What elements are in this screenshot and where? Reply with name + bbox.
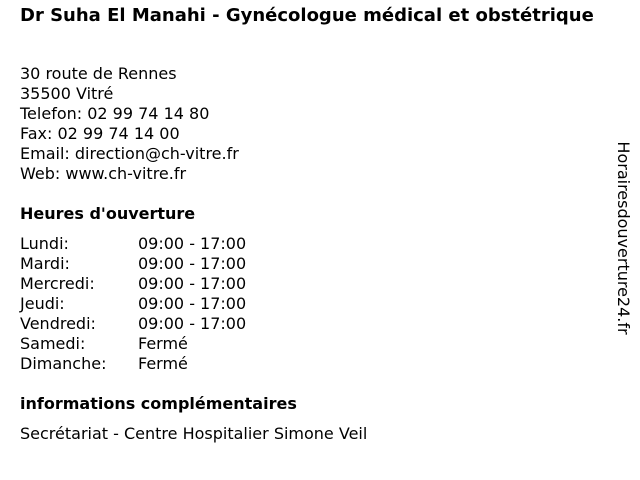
hours-value: 09:00 - 17:00 <box>138 294 247 313</box>
contact-block <box>20 64 239 184</box>
day-label: Jeudi: <box>20 294 65 313</box>
page-title: Dr Suha El Manahi - Gynécologue médical et obstétrique <box>20 5 594 26</box>
info-text: Secrétariat - Centre Hospitalier Simone Veil <box>20 424 368 443</box>
day-label: Mardi: <box>20 254 70 273</box>
day-label: Vendredi: <box>20 314 96 333</box>
hours-row <box>20 354 246 374</box>
hours-value: 09:00 - 17:00 <box>138 274 247 293</box>
hours-value: Fermé <box>138 334 188 353</box>
info-heading: informations complémentaires <box>20 394 297 413</box>
hours-row <box>20 254 246 274</box>
hours-value: 09:00 - 17:00 <box>138 254 247 273</box>
website: Web: www.ch-vitre.fr <box>20 164 187 183</box>
opening-hours-table <box>20 234 246 374</box>
hours-row <box>20 274 246 294</box>
phone-number: Telefon: 02 99 74 14 80 <box>20 104 210 123</box>
hours-row <box>20 314 246 334</box>
hours-value: Fermé <box>138 354 188 373</box>
day-label: Lundi: <box>20 234 69 253</box>
city-postcode: 35500 Vitré <box>20 84 114 103</box>
site-watermark: Horairesdouverture24.fr <box>614 141 633 335</box>
day-label: Mercredi: <box>20 274 95 293</box>
fax-number: Fax: 02 99 74 14 00 <box>20 124 180 143</box>
email-address: Email: direction@ch-vitre.fr <box>20 144 239 163</box>
hours-value: 09:00 - 17:00 <box>138 234 247 253</box>
hours-row <box>20 234 246 254</box>
day-label: Samedi: <box>20 334 86 353</box>
hours-value: 09:00 - 17:00 <box>138 314 247 333</box>
hours-row <box>20 334 246 354</box>
hours-heading: Heures d'ouverture <box>20 204 196 223</box>
hours-row <box>20 294 246 314</box>
day-label: Dimanche: <box>20 354 107 373</box>
street-address: 30 route de Rennes <box>20 64 177 83</box>
